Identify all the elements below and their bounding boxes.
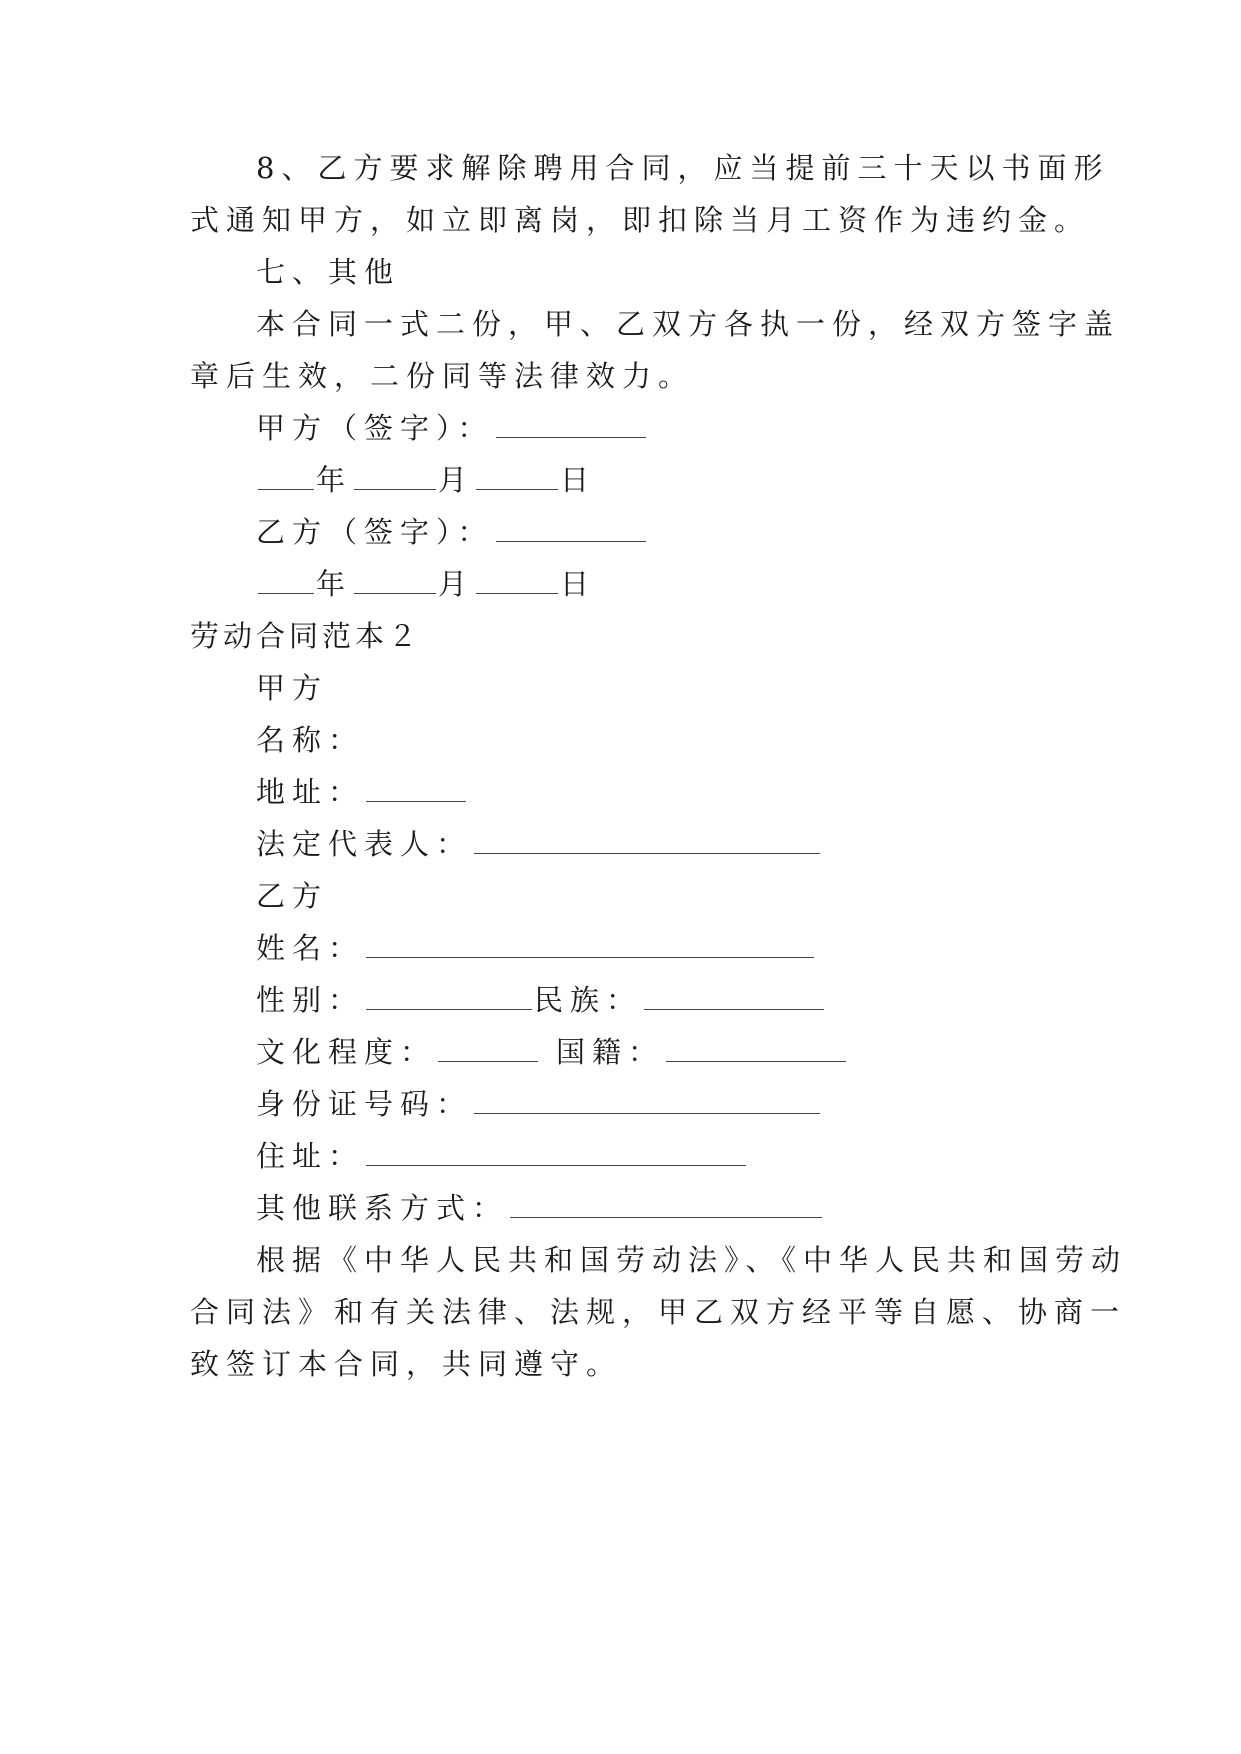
day-blank <box>476 463 558 490</box>
party-b-signature-label: 乙方（签字）： <box>256 515 494 549</box>
legal-rep-line <box>256 824 822 864</box>
name-label: 名称： <box>256 723 365 757</box>
clause-8-line-1: 8、乙方要求解除聘用合同，应当提前三十天以书面形 <box>256 151 1110 185</box>
address-line <box>256 772 468 812</box>
education-blank <box>438 1035 538 1062</box>
residence-line <box>256 1136 748 1176</box>
month-label: 月 <box>438 567 475 601</box>
basis-line-3: 致签订本合同，共同遵守。 <box>190 1347 623 1381</box>
education-label: 文化程度： <box>256 1035 437 1069</box>
day-blank <box>476 567 558 594</box>
ethnicity-blank <box>644 983 824 1010</box>
ethnicity-label: 民族： <box>534 983 643 1017</box>
person-name-blank <box>366 931 814 958</box>
legal-rep-label: 法定代表人： <box>256 827 473 861</box>
copies-line-2: 章后生效，二份同等法律效力。 <box>190 359 695 393</box>
id-number-blank <box>474 1087 820 1114</box>
residence-blank <box>366 1139 746 1166</box>
nationality-label: 国籍： <box>556 1035 665 1069</box>
month-blank <box>354 567 436 594</box>
copies-line-1: 本合同一式二份，甲、乙双方各执一份，经双方签字盖 <box>256 307 1121 341</box>
year-blank <box>258 463 314 490</box>
signature-blank <box>496 515 646 542</box>
party-a-heading: 甲方 <box>256 671 329 705</box>
residence-label: 住址： <box>256 1139 365 1173</box>
day-label: 日 <box>560 567 597 601</box>
party-b-signature-line <box>256 512 648 552</box>
month-label: 月 <box>438 463 475 497</box>
year-label: 年 <box>316 567 353 601</box>
year-blank <box>258 567 314 594</box>
person-name-line <box>256 928 816 968</box>
legal-rep-blank <box>474 827 820 854</box>
party-b-heading: 乙方 <box>256 879 329 913</box>
gender-ethnicity-line <box>256 980 826 1020</box>
basis-line-2: 合同法》和有关法律、法规，甲乙双方经平等自愿、协商一 <box>190 1295 1127 1329</box>
month-blank <box>354 463 436 490</box>
day-label: 日 <box>560 463 597 497</box>
education-nationality-line <box>256 1032 848 1072</box>
year-label: 年 <box>316 463 353 497</box>
contact-blank <box>510 1191 822 1218</box>
address-label: 地址： <box>256 775 365 809</box>
document-title-2: 劳动合同范本２ <box>190 619 422 653</box>
nationality-blank <box>666 1035 846 1062</box>
contact-line <box>256 1188 824 1228</box>
party-a-signature-line <box>256 408 648 448</box>
address-blank <box>366 775 466 802</box>
id-number-label: 身份证号码： <box>256 1087 473 1121</box>
basis-line-1: 根据《中华人民共和国劳动法》、《中华人民共和国劳动 <box>256 1243 1128 1277</box>
contact-label: 其他联系方式： <box>256 1191 509 1225</box>
gender-blank <box>366 983 532 1010</box>
party-a-date-line <box>256 460 596 500</box>
signature-blank <box>496 411 646 438</box>
person-name-label: 姓名： <box>256 931 365 965</box>
clause-8-line-2: 式通知甲方，如立即离岗，即扣除当月工资作为违约金。 <box>190 203 1091 237</box>
section-7-heading: 七、其他 <box>256 255 401 289</box>
party-a-signature-label: 甲方（签字）： <box>256 411 494 445</box>
id-number-line <box>256 1084 822 1124</box>
party-b-date-line <box>256 564 596 604</box>
gender-label: 性别： <box>256 983 365 1017</box>
